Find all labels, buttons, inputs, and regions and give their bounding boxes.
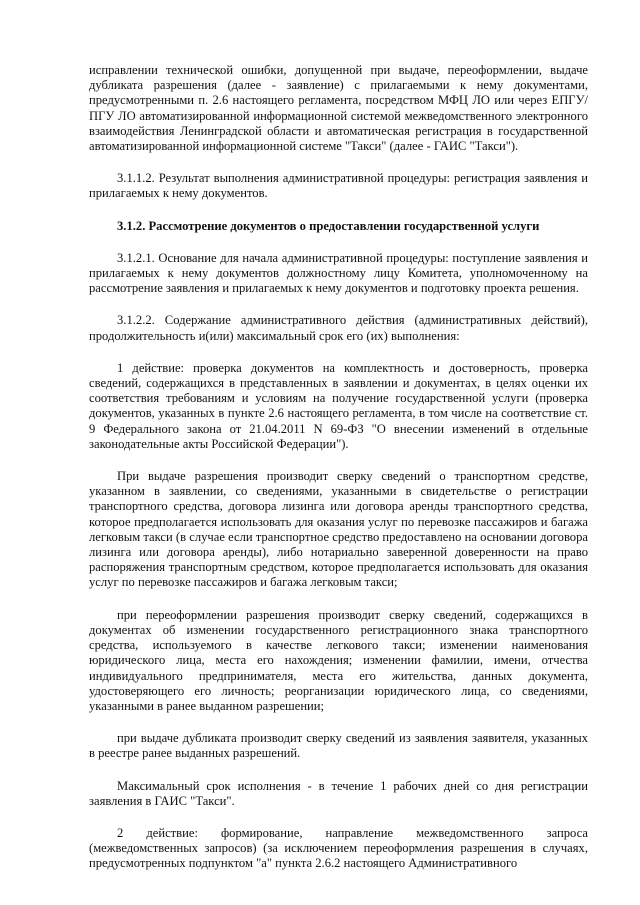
paragraph: 1 действие: проверка документов на комплектность и достоверность, проверка сведений, содержащихся в представленных в заявлении и документах, в целях оценки их соответствия требованиям и условиям на получение государственной услуги (проверка документов, указанных в пункте 2.6 настоящего регламента, в том числе на соответствие ст. 9 Федерального закона от 21.04.2011 N 69-ФЗ "О внесении изменений в отдельные законодательные акты Российской Федерации"). [89,360,588,451]
section-heading: 3.1.2. Рассмотрение документов о предоставлении государственной услуги [117,218,540,233]
paragraph: Максимальный срок исполнения - в течение 1 рабочих дней со дня регистрации заявления в ГАИС "Такси". [89,778,588,808]
paragraph: 3.1.2.2. Содержание административного действия (административных действий), продолжительность и(или) максимальный срок его (их) выполнения: [89,313,588,343]
paragraph: 3.1.1.2. Результат выполнения административной процедуры: регистрация заявления и прилагаемых к нему документов. [89,171,588,201]
paragraph: исправлении технической ошибки, допущенной при выдаче, переоформлении, выдаче дубликата разрешения (далее - заявление) с прилагаемыми к нему документами, предусмотренными п. 2.6 настоящего регламента, посредством МФЦ ЛО или через ЕПГУ/ПГУ ЛО автоматизированной информационной системой межведомственного электронного взаимодействия Ленинградской области и автоматическая регистрация в государственной автоматизированной информационной системе "Такси" (далее - ГАИС "Такси"). [89,63,588,154]
paragraph: при выдаче дубликата производит сверку сведений из заявления заявителя, указанных в реестре ранее выданных разрешений. [89,731,588,761]
paragraph: При выдаче разрешения производит сверку сведений о транспортном средстве, указанном в заявлении, со сведениями, указанными в свидетельстве о регистрации транспортного средства, договора лизинга или договора аренды транспортного средства, которое предполагается использовать для оказания услуг по перевозке пассажиров и багажа легковым такси (в случае если транспортное средство предоставлено на основании договора лизинга или договора аренды), либо нотариально заверенной доверенности на право распоряжения транспортным средством, которое предполагается использовать для оказания услуг по перевозке пассажиров и багажа легковым такси; [89,469,588,590]
document-body [89,63,588,872]
paragraph: 3.1.2.1. Основание для начала административной процедуры: поступление заявления и прилагаемых к нему документов должностному лицу Комитета, уполномоченному на рассмотрение заявления и прилагаемых к нему документов и подготовку проекта решения. [89,250,588,296]
paragraph: при переоформлении разрешения производит сверку сведений, содержащихся в документах об изменении государственного регистрационного знака транспортного средства, используемого в качестве легкового такси; изменении наименования юридического лица, места его нахождения; изменении фамилии, имени, отчества индивидуального предпринимателя, места его жительства, данных документа, удостоверяющего его личность; реорганизации юридического лица, со сведениями, указанными в ранее выданном разрешении; [89,607,588,713]
paragraph: 2 действие: формирование, направление межведомственного запроса (межведомственных запросов) (за исключением переоформления разрешения в случаях, предусмотренных подпунктом "а" пункта 2.6.2 настоящего Административного [89,825,588,871]
